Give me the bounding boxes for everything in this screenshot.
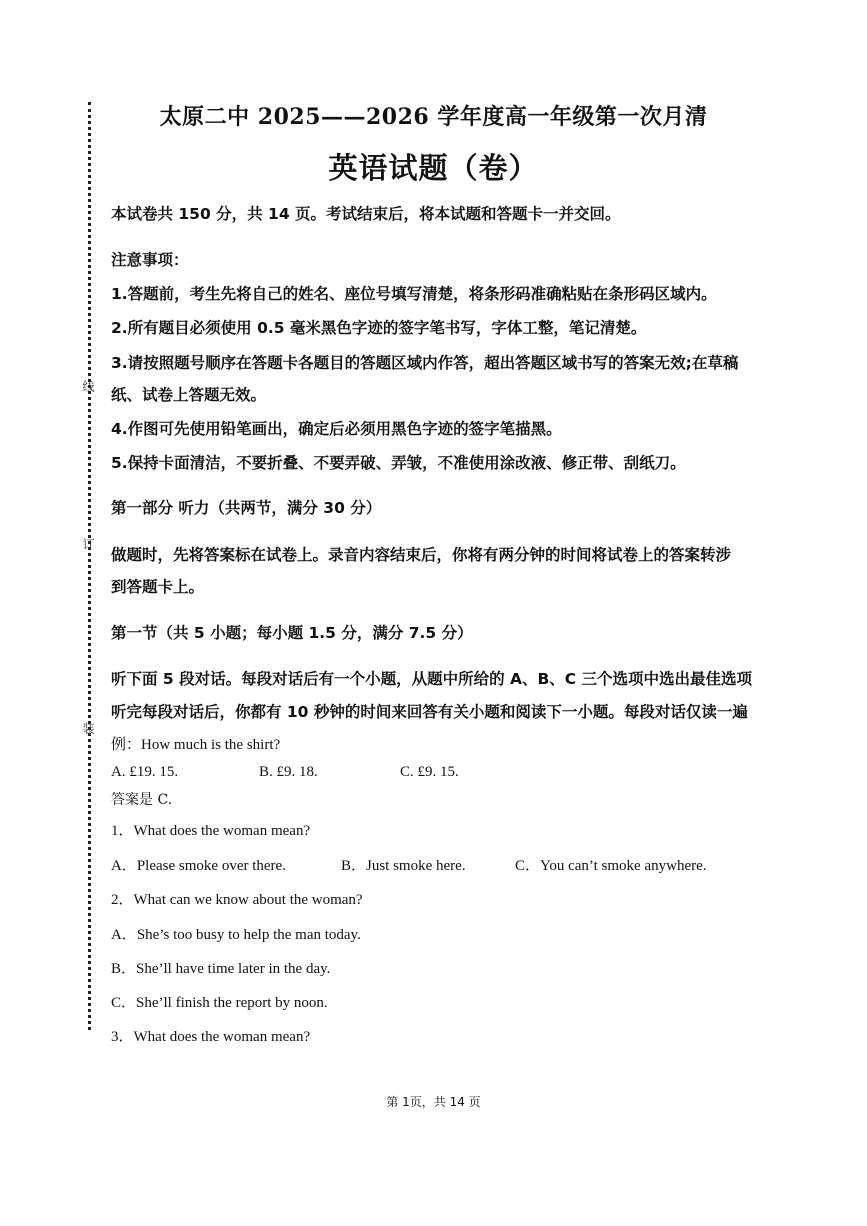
part1-instruction-2: 到答题卡上。 [111,578,205,596]
exam-subtitle: 英语试题（卷） [328,151,539,185]
question-1-option-b: B．Just smoke here. [341,858,466,874]
note-item-3: 3.请按照题号顺序在答题卡各题目的答题区域内作答，超出答题区域书写的答案无效;在草稿 [111,354,739,372]
note-item-3-cont: 纸、试卷上答题无效。 [111,386,267,404]
part1-instruction-1: 做题时，先将答案标在试卷上。录音内容结束后，你将有两分钟的时间将试卷上的答案转涉 [111,546,732,564]
question-1-option-c: C．You can’t smoke anywhere. [515,858,707,874]
question-1-options [111,856,771,876]
binding-mark-zhuang: 装 [81,722,95,734]
example-answer: 答案是 C. [111,792,173,808]
example-options [111,762,631,782]
part1-heading: 第一部分 听力（共两节，满分 30 分） [111,499,382,517]
note-item-1: 1.答题前，考生先将自己的姓名、座位号填写清楚，将条形码准确粘贴在条形码区域内。 [111,285,717,303]
question-2-stem: 2．What can we know about the woman? [111,892,363,908]
section1-heading: 第一节（共 5 小题；每小题 1.5 分，满分 7.5 分） [111,624,473,642]
section1-instruction-2: 听完每段对话后，你都有 10 秒钟的时间来回答有关小题和阅读下一小题。每段对话仅读一遍 [111,703,748,721]
section1-instruction-1: 听下面 5 段对话。每段对话后有一个小题，从题中所给的 A、B、C 三个选项中选出最佳选项 [111,670,753,688]
question-2-option-b: B．She’ll have time later in the day. [111,961,331,977]
example-option-b: B. £9. 18. [259,764,318,780]
example-option-c: C. £9. 15. [400,764,459,780]
notes-heading: 注意事项： [111,251,189,269]
exam-title: 太原二中 2025——2026 学年度高一年级第一次月清 [159,104,708,130]
example-option-a: A. £19. 15. [111,764,179,780]
note-item-5: 5.保持卡面清洁，不要折叠、不要弄破、弄皱，不准使用涂改液、修正带、刮纸刀。 [111,454,686,472]
binding-mark-ding: 订 [81,538,95,550]
question-2-option-a: A．She’s too busy to help the man today. [111,927,361,943]
question-2-option-c: C．She’ll finish the report by noon. [111,995,328,1011]
binding-dotted-line [88,102,91,1030]
binding-mark-xian: 线 [81,380,95,392]
question-1-option-a: A．Please smoke over there. [111,858,286,874]
note-item-2: 2.所有题目必须使用 0.5 毫米黑色字迹的签字笔书写，字体工整，笔记清楚。 [111,319,647,337]
question-1-stem: 1．What does the woman mean? [111,823,311,839]
exam-intro: 本试卷共 150 分，共 14 页。考试结束后，将本试题和答题卡一并交回。 [111,205,621,223]
example-question: 例：How much is the shirt? [111,737,281,753]
page-footer: 第 1页，共 14 页 [386,1095,481,1109]
question-3-stem: 3．What does the woman mean? [111,1029,311,1045]
note-item-4: 4.作图可先使用铅笔画出，确定后必须用黑色字迹的签字笔描黑。 [111,420,562,438]
